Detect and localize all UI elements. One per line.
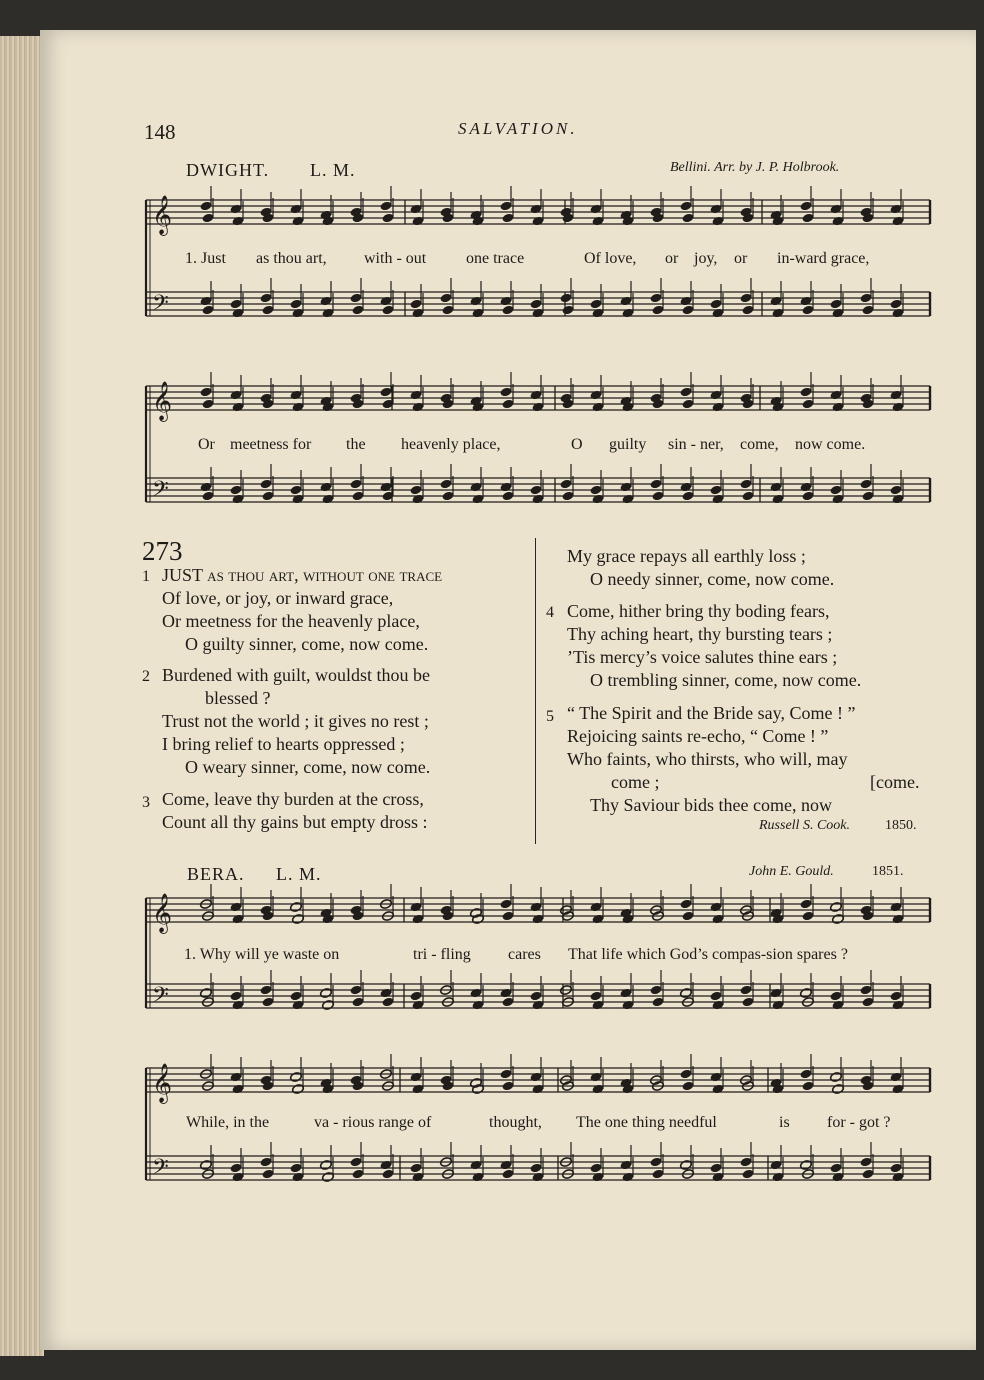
tune-credit-dwight: Bellini. Arr. by J. P. Holbrook.: [670, 160, 840, 175]
lyric-word: as thou art,: [256, 250, 327, 267]
lyric-word: That life which God’s compas-sion spares ?: [568, 946, 848, 963]
verse-line: ’Tis mercy’s voice salutes thine ears ;: [567, 647, 838, 667]
lyric-word: come,: [740, 436, 779, 453]
verse-line: I bring relief to hearts oppressed ;: [162, 734, 405, 754]
lyric-word: is: [779, 1114, 790, 1131]
lyric-word: The one thing needful: [576, 1114, 717, 1131]
verse-line: O weary sinner, come, now come.: [185, 757, 431, 777]
lyric-word: meetness for: [230, 436, 312, 453]
verse-line: Thy Saviour bids thee come, now: [590, 795, 832, 815]
verse-line: Come, hither bring thy boding fears,: [567, 601, 830, 621]
stanza-4: [567, 600, 861, 692]
stanza-number: 4: [546, 604, 554, 621]
stanza-5: [567, 702, 920, 817]
tune-meter-bera: L. M.: [276, 864, 322, 884]
clef-icon: 𝄢: [152, 477, 169, 507]
clef-icon: 𝄢: [152, 291, 169, 321]
lyric-word: tri - fling: [413, 946, 471, 963]
lyric-word: 1. Why will ye waste on: [184, 946, 340, 963]
tune-meter-dwight: L. M.: [310, 160, 356, 180]
verse-line: “ The Spirit and the Bride say, Come ! ”: [567, 703, 856, 723]
page-number: 148: [144, 120, 176, 144]
lyric-word: While, in the: [186, 1114, 270, 1131]
lyric-word: heavenly place,: [401, 436, 501, 453]
stanza-number: 5: [546, 708, 554, 725]
lyric-word: for - got ?: [827, 1114, 891, 1131]
hymn-number: 273: [142, 536, 183, 566]
verse-line: blessed ?: [205, 688, 271, 708]
lyric-word: Of love,: [584, 250, 637, 267]
clef-icon: 𝄢: [152, 1155, 169, 1185]
verse-line: come ;: [611, 772, 660, 792]
running-title: SALVATION.: [458, 119, 578, 138]
lyric-word: thought,: [489, 1114, 542, 1131]
lyric-word: one trace: [466, 250, 525, 267]
stanza-3: [162, 788, 428, 834]
stanza-number: 1: [142, 568, 150, 585]
lyric-word: joy,: [694, 250, 718, 267]
verse-line: Trust not the world ; it gives no rest ;: [162, 711, 429, 731]
lyric-word: sin - ner,: [668, 436, 724, 453]
verse-line: [come.: [870, 772, 920, 792]
verse-line: Burdened with guilt, wouldst thou be: [162, 665, 430, 685]
tune-name-bera: BERA.: [187, 864, 245, 884]
verse-line: JUST as thou art, without one trace: [162, 565, 443, 585]
lyric-word: the: [346, 436, 366, 453]
stanza-1: [162, 564, 442, 656]
lyric-word: 1. Just: [185, 250, 226, 267]
lyric-word: in-ward grace,: [777, 250, 870, 267]
verse-line: Of love, or joy, or inward grace,: [162, 588, 394, 608]
verse-line: Thy aching heart, thy bursting tears ;: [567, 624, 833, 644]
clef-icon: 𝄞: [152, 381, 173, 421]
verse-line: Rejoicing saints re-echo, “ Come ! ”: [567, 726, 829, 746]
verse-line: Come, leave thy burden at the cross,: [162, 789, 424, 809]
lyric-word: guilty: [609, 436, 647, 453]
verse-line: Who faints, who thirsts, who will, may: [567, 749, 848, 769]
verse-line: O guilty sinner, come, now come.: [185, 634, 429, 654]
column-divider: [535, 538, 536, 844]
verse-line: O trembling sinner, come, now come.: [590, 670, 862, 690]
lyric-word: O: [571, 436, 583, 453]
verse-line: My grace repays all earthly loss ;: [567, 546, 806, 566]
tune-name-dwight: DWIGHT.: [186, 160, 270, 180]
lyric-word: or: [665, 250, 679, 267]
lyric-word: Or: [198, 436, 215, 453]
stanza-3-continued: [567, 545, 834, 591]
clef-icon: 𝄞: [152, 1063, 173, 1103]
clef-icon: 𝄞: [152, 893, 173, 933]
verse-line: O needy sinner, come, now come.: [590, 569, 835, 589]
clef-icon: 𝄞: [152, 195, 173, 235]
verse-line: Count all thy gains but empty dross :: [162, 812, 428, 832]
lyric-word: with - out: [364, 250, 427, 267]
lyric-word: now come.: [795, 436, 866, 453]
stanza-number: 3: [142, 794, 150, 811]
lyric-word: cares: [508, 946, 541, 963]
tune-year-bera: 1851.: [872, 864, 904, 879]
hymn-year: 1850.: [885, 818, 917, 833]
lyric-word: or: [734, 250, 748, 267]
hymn-author: Russell S. Cook.: [759, 818, 850, 833]
verse-line: Or meetness for the heavenly place,: [162, 611, 420, 631]
lyric-word: va - rious range of: [314, 1114, 432, 1131]
stanza-number: 2: [142, 668, 150, 685]
stanza-2: [162, 664, 526, 779]
clef-icon: 𝄢: [152, 983, 169, 1013]
tune-credit-bera: John E. Gould.: [749, 864, 834, 879]
